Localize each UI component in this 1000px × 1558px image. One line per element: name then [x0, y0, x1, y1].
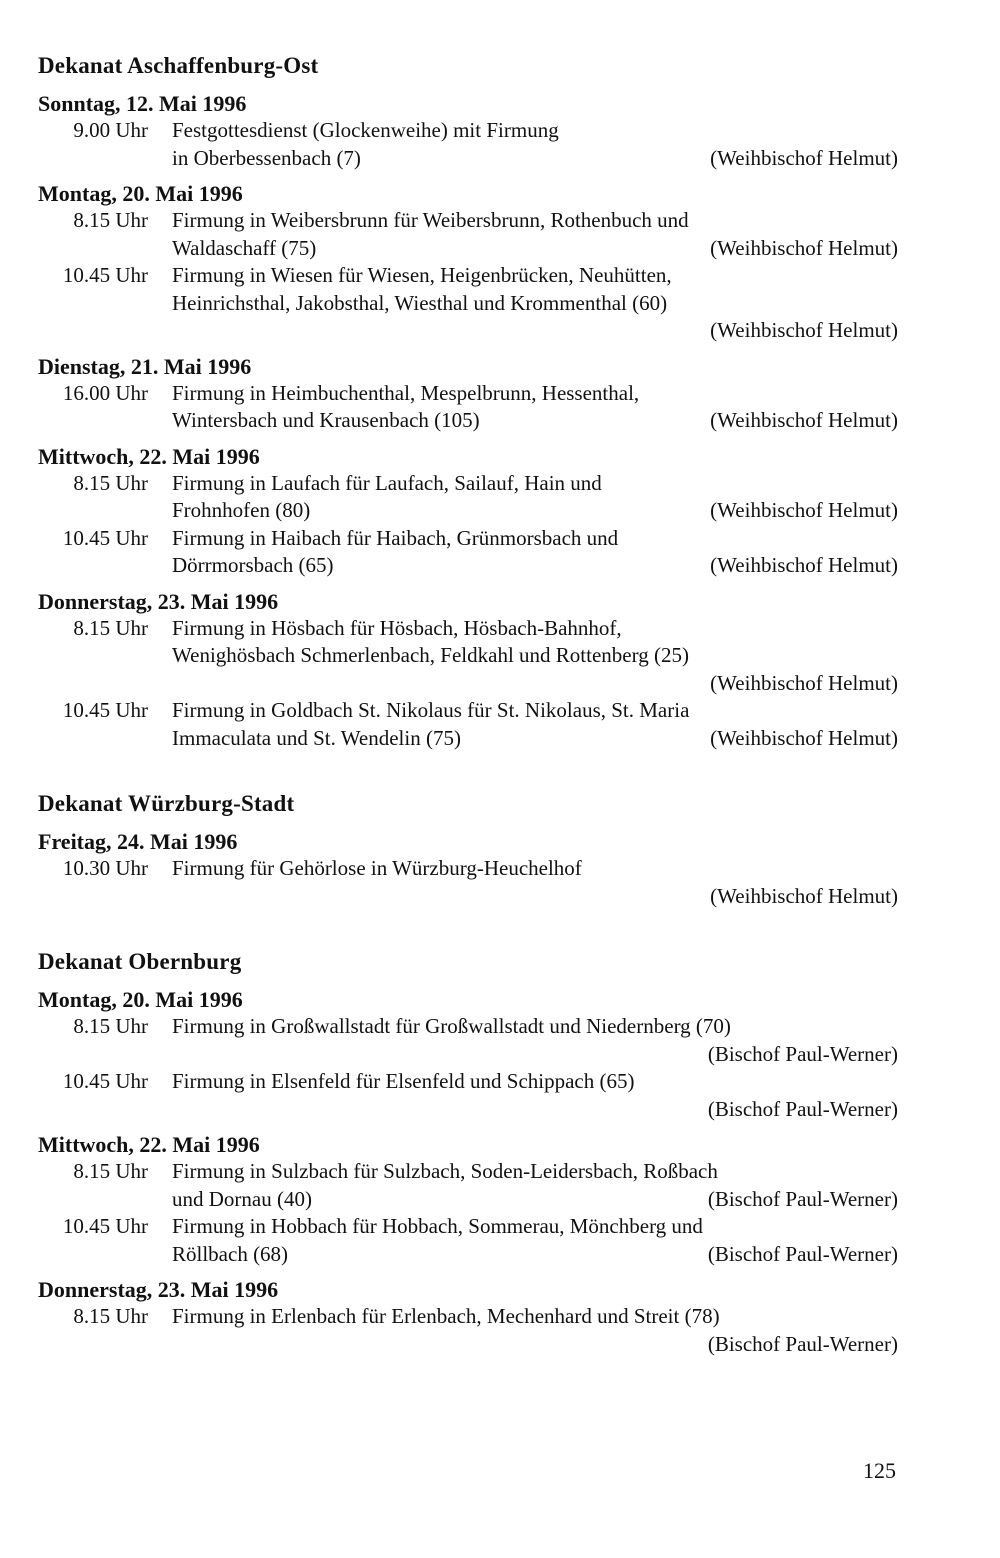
entry-text: Waldaschaff (75): [172, 235, 317, 260]
entry-text: und Dornau (40): [172, 1186, 312, 1211]
schedule-entry: [38, 207, 898, 262]
day-date: Mittwoch, 22. Mai 1996: [38, 1132, 260, 1157]
schedule-entry: [38, 1303, 898, 1358]
celebrant: (Bischof Paul-Werner): [707, 1186, 898, 1211]
day-block: [38, 353, 898, 435]
entry-line: [172, 380, 898, 408]
entry-body: [172, 207, 898, 262]
entry-body: [172, 855, 898, 910]
schedule-entry: [38, 697, 898, 752]
celebrant: (Weihbischof Helmut): [710, 498, 898, 522]
entry-time: 10.45 Uhr: [62, 1069, 148, 1093]
celebrant: (Bischof Paul-Werner): [707, 1331, 898, 1356]
entry-line: [172, 497, 898, 525]
day-block: [38, 443, 898, 580]
celebrant: (Bischof Paul-Werner): [707, 1096, 898, 1121]
celebrant: (Weihbischof Helmut): [710, 553, 898, 577]
entry-line: [172, 1158, 898, 1186]
entry-time: 9.00 Uhr: [73, 118, 148, 142]
entry-body: [172, 470, 898, 525]
day-block: [38, 986, 898, 1123]
entry-time: 10.45 Uhr: [62, 263, 148, 287]
schedule-entry: [38, 380, 898, 435]
entry-text: Firmung in Hobbach für Hobbach, Sommerau, Mönchberg und: [172, 1214, 703, 1238]
deanery-section: [38, 790, 898, 910]
deanery-title: Dekanat Würzburg-Stadt: [38, 791, 295, 816]
entry-time: 16.00 Uhr: [62, 380, 148, 405]
day-block: [38, 1276, 898, 1358]
day-block: [38, 90, 898, 172]
entry-text: Firmung in Weibersbrunn für Weibersbrunn, Rothenbuch und: [172, 208, 689, 232]
schedule-entry: [38, 525, 898, 580]
entry-text: Firmung in Sulzbach für Sulzbach, Soden-Leidersbach, Roßbach: [172, 1159, 718, 1183]
celebrant: (Weihbischof Helmut): [710, 408, 898, 432]
schedule-entry: [38, 855, 898, 910]
schedule-entry: [38, 470, 898, 525]
entry-body: [172, 262, 898, 345]
celebrant: (Weihbischof Helmut): [710, 883, 898, 908]
day-date: Montag, 20. Mai 1996: [38, 987, 243, 1012]
entry-line: [172, 1013, 898, 1041]
entry-line: [172, 552, 898, 580]
entry-text: in Oberbessenbach (7): [172, 145, 361, 170]
entry-text: Immaculata und St. Wendelin (75): [172, 725, 461, 750]
day-block: [38, 180, 898, 345]
schedule-entry: [38, 117, 898, 172]
schedule-entry: [38, 262, 898, 345]
entry-line: [172, 642, 898, 670]
entry-line: [172, 470, 898, 498]
celebrant: (Weihbischof Helmut): [710, 318, 898, 342]
entry-text: Firmung in Wiesen für Wiesen, Heigenbrücken, Neuhütten,: [172, 263, 672, 287]
entry-line: [172, 1303, 898, 1331]
entry-time: 10.45 Uhr: [62, 698, 148, 722]
day-date: Mittwoch, 22. Mai 1996: [38, 443, 260, 469]
page-number: 125: [863, 1458, 896, 1483]
day-block: [38, 588, 898, 753]
entry-text: Heinrichsthal, Jakobsthal, Wiesthal und Krommenthal (60): [172, 290, 668, 315]
entry-text: Firmung in Haibach für Haibach, Grünmorsbach und: [172, 525, 619, 550]
entry-body: [172, 1303, 898, 1358]
entry-time: 10.45 Uhr: [62, 525, 148, 550]
entry-line: [172, 855, 898, 883]
entry-line: [172, 407, 898, 435]
deanery-title: Dekanat Obernburg: [38, 949, 242, 974]
entry-line: [172, 615, 898, 643]
entry-line: [172, 1186, 898, 1214]
entry-line: [172, 697, 898, 725]
entry-line: [172, 1241, 898, 1269]
celebrant: (Bischof Paul-Werner): [707, 1041, 898, 1066]
entry-time: 10.45 Uhr: [62, 1214, 148, 1238]
entry-time: 10.30 Uhr: [62, 856, 148, 880]
schedule-entry: [38, 1213, 898, 1268]
entry-line: [172, 117, 898, 145]
celebrant: (Weihbischof Helmut): [710, 670, 898, 695]
entry-time: 8.15 Uhr: [73, 470, 148, 495]
entry-text: Wintersbach und Krausenbach (105): [172, 408, 480, 432]
day-date: Dienstag, 21. Mai 1996: [38, 353, 252, 379]
entry-line: [172, 207, 898, 235]
entry-line: [172, 290, 898, 318]
day-date: Donnerstag, 23. Mai 1996: [38, 1277, 279, 1302]
entry-body: [172, 1013, 898, 1068]
schedule-entry: [38, 615, 898, 698]
entry-line: [172, 525, 898, 553]
entry-text: Firmung für Gehörlose in Würzburg-Heuchelhof: [172, 856, 582, 880]
entry-text: Firmung in Großwallstadt für Großwallstadt und Niedernberg (70): [172, 1014, 731, 1038]
entry-body: [172, 697, 898, 752]
deanery-section: [38, 52, 898, 752]
entry-text: Röllbach (68): [172, 1241, 289, 1266]
day-date: Sonntag, 12. Mai 1996: [38, 91, 247, 116]
entry-body: [172, 615, 898, 698]
entry-text: Festgottesdienst (Glockenweihe) mit Firmung: [172, 118, 559, 142]
day-date: Donnerstag, 23. Mai 1996: [38, 588, 279, 614]
entry-time: 8.15 Uhr: [73, 1014, 148, 1038]
schedule-entry: [38, 1013, 898, 1068]
entry-time: 8.15 Uhr: [73, 208, 148, 232]
entry-body: [172, 1158, 898, 1213]
entry-line: [172, 1068, 898, 1096]
entry-body: [172, 1068, 898, 1123]
entry-text: Firmung in Elsenfeld für Elsenfeld und Schippach (65): [172, 1069, 635, 1093]
day-date: Freitag, 24. Mai 1996: [38, 829, 238, 854]
entry-line: [172, 145, 898, 173]
celebrant: (Bischof Paul-Werner): [707, 1241, 898, 1266]
entry-line: [172, 725, 898, 753]
entry-line: [172, 262, 898, 290]
deanery-title: Dekanat Aschaffenburg-Ost: [38, 53, 319, 78]
entry-text: Wenighösbach Schmerlenbach, Feldkahl und Rottenberg (25): [172, 643, 689, 667]
document-page: [38, 52, 898, 1396]
entry-text: Firmung in Hösbach für Hösbach, Hösbach-Bahnhof,: [172, 615, 622, 640]
celebrant: (Weihbischof Helmut): [710, 145, 898, 170]
entry-time: 8.15 Uhr: [73, 615, 148, 640]
day-block: [38, 828, 898, 910]
schedule-entry: [38, 1068, 898, 1123]
day-date: Montag, 20. Mai 1996: [38, 181, 243, 206]
celebrant: (Weihbischof Helmut): [710, 235, 898, 260]
entry-text: Firmung in Erlenbach für Erlenbach, Mechenhard und Streit (78): [172, 1304, 720, 1328]
entry-line: [172, 235, 898, 263]
entry-body: [172, 525, 898, 580]
entry-text: Frohnhofen (80): [172, 498, 311, 522]
entry-body: [172, 117, 898, 172]
entry-body: [172, 380, 898, 435]
entry-body: [172, 1213, 898, 1268]
entry-time: 8.15 Uhr: [73, 1304, 148, 1328]
entry-time: 8.15 Uhr: [73, 1159, 148, 1183]
celebrant: (Weihbischof Helmut): [710, 725, 898, 750]
entry-line: [172, 1213, 898, 1241]
day-block: [38, 1131, 898, 1268]
deanery-section: [38, 948, 898, 1358]
entry-text: Firmung in Goldbach St. Nikolaus für St. Nikolaus, St. Maria: [172, 698, 690, 722]
schedule-entry: [38, 1158, 898, 1213]
entry-text: Firmung in Heimbuchenthal, Mespelbrunn, Hessenthal,: [172, 380, 640, 405]
entry-text: Dörrmorsbach (65): [172, 553, 334, 577]
entry-text: Firmung in Laufach für Laufach, Sailauf, Hain und: [172, 470, 602, 495]
